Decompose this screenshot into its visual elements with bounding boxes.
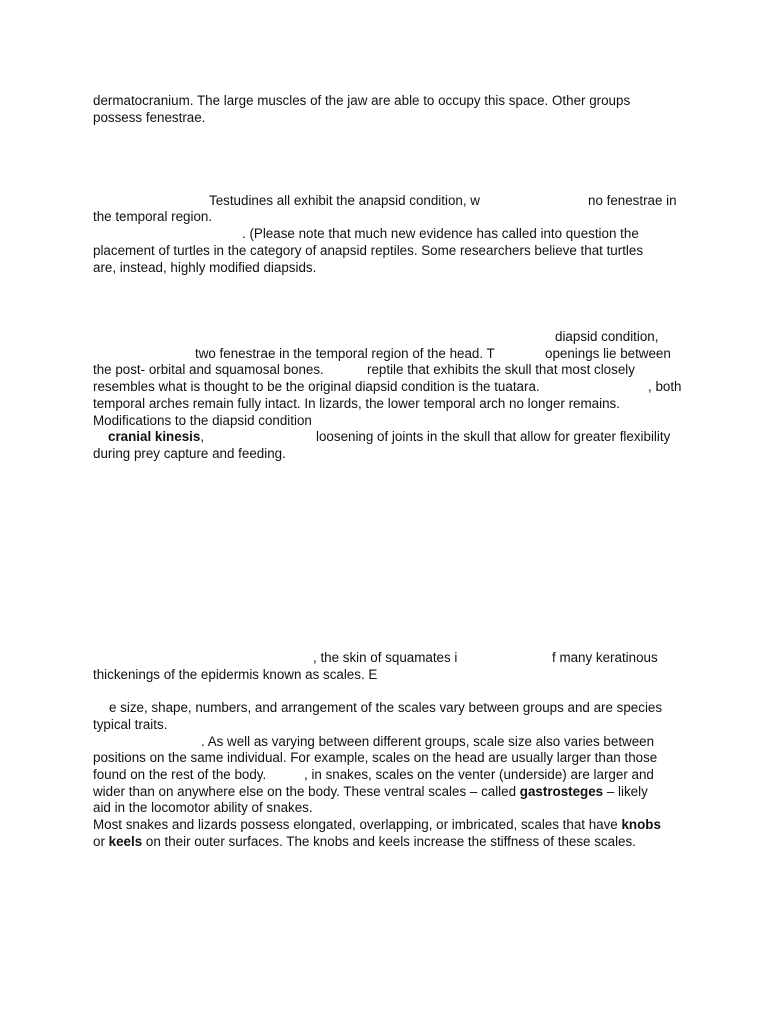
p4-line-10 [93, 816, 661, 833]
p4-line-7a: found on the rest of the body. [93, 767, 267, 782]
p4-line-1a: , the skin of squamates i [313, 650, 458, 665]
p4-line-8 [93, 783, 648, 800]
p3-line-5: temporal arches remain fully intact. In lizards, the lower temporal arch no longer remains. [93, 396, 620, 411]
p4-line-11b: on their outer surfaces. The knobs and keels increase the stiffness of these scales. [142, 834, 636, 849]
p3-line-2b: openings lie between [545, 346, 671, 361]
p4-line-11 [93, 833, 636, 850]
p4-line-10a: Most snakes and lizards possess elongated, overlapping, or imbricated, scales that have [93, 817, 622, 832]
p3-line-1: diapsid condition, [555, 329, 659, 344]
p3-line-7a [108, 428, 204, 445]
p2-line-4: placement of turtles in the category of anapsid reptiles. Some researchers believe that turtles [93, 243, 644, 258]
term-gastrosteges: gastrosteges [519, 784, 604, 799]
p4-line-5: . As well as varying between different groups, scale size also varies between [201, 734, 655, 749]
p4-line-8b: – likely [603, 784, 648, 799]
p3-line-4b: , both [648, 379, 682, 394]
p4-line-8a: wider than on anywhere else on the body. These ventral scales – called [93, 784, 520, 799]
p3-line-6: Modifications to the diapsid condition [93, 413, 312, 428]
term-cranial-kinesis: cranial kinesis [108, 429, 201, 444]
p4-line-4: typical traits. [93, 717, 168, 732]
p4-line-6: positions on the same individual. For example, scales on the head are usually larger than those [93, 750, 658, 765]
p4-line-1b: f many keratinous [552, 650, 658, 665]
p4-line-7b: , in snakes, scales on the venter (underside) are larger and [304, 767, 654, 782]
p4-line-11a: or [93, 834, 109, 849]
p3-line-4a: resembles what is thought to be the original diapsid condition is the tuatara. [93, 379, 540, 394]
p2-line-2: the temporal region. [93, 209, 213, 224]
p4-line-2: thickenings of the epidermis known as scales. E [93, 667, 378, 682]
p1-line-2: possess fenestrae. [93, 110, 206, 125]
p3-line-8: during prey capture and feeding. [93, 446, 286, 461]
p1-line-1: dermatocranium. The large muscles of the jaw are able to occupy this space. Other groups [93, 93, 631, 108]
p3-line-7-comma: , [200, 429, 205, 444]
p2-line-1: Testudines all exhibit the anapsid condition, w [209, 193, 480, 208]
p3-line-2a: two fenestrae in the temporal region of the head. T [195, 346, 495, 361]
p4-line-3: e size, shape, numbers, and arrangement of the scales vary between groups and are species [109, 700, 663, 715]
p4-line-9: aid in the locomotor ability of snakes. [93, 800, 313, 815]
p3-line-3a: the post- orbital and squamosal bones. [93, 362, 324, 377]
p3-line-3b: reptile that exhibits the skull that most closely [367, 362, 635, 377]
p3-line-7b: loosening of joints in the skull that allow for greater flexibility [316, 429, 671, 444]
p2-line-5: are, instead, highly modified diapsids. [93, 260, 317, 275]
p2-line-1b: no fenestrae in [588, 193, 677, 208]
p2-line-3: . (Please note that much new evidence has called into question the [242, 226, 639, 241]
term-keels: keels [108, 834, 143, 849]
term-knobs: knobs [621, 817, 661, 832]
